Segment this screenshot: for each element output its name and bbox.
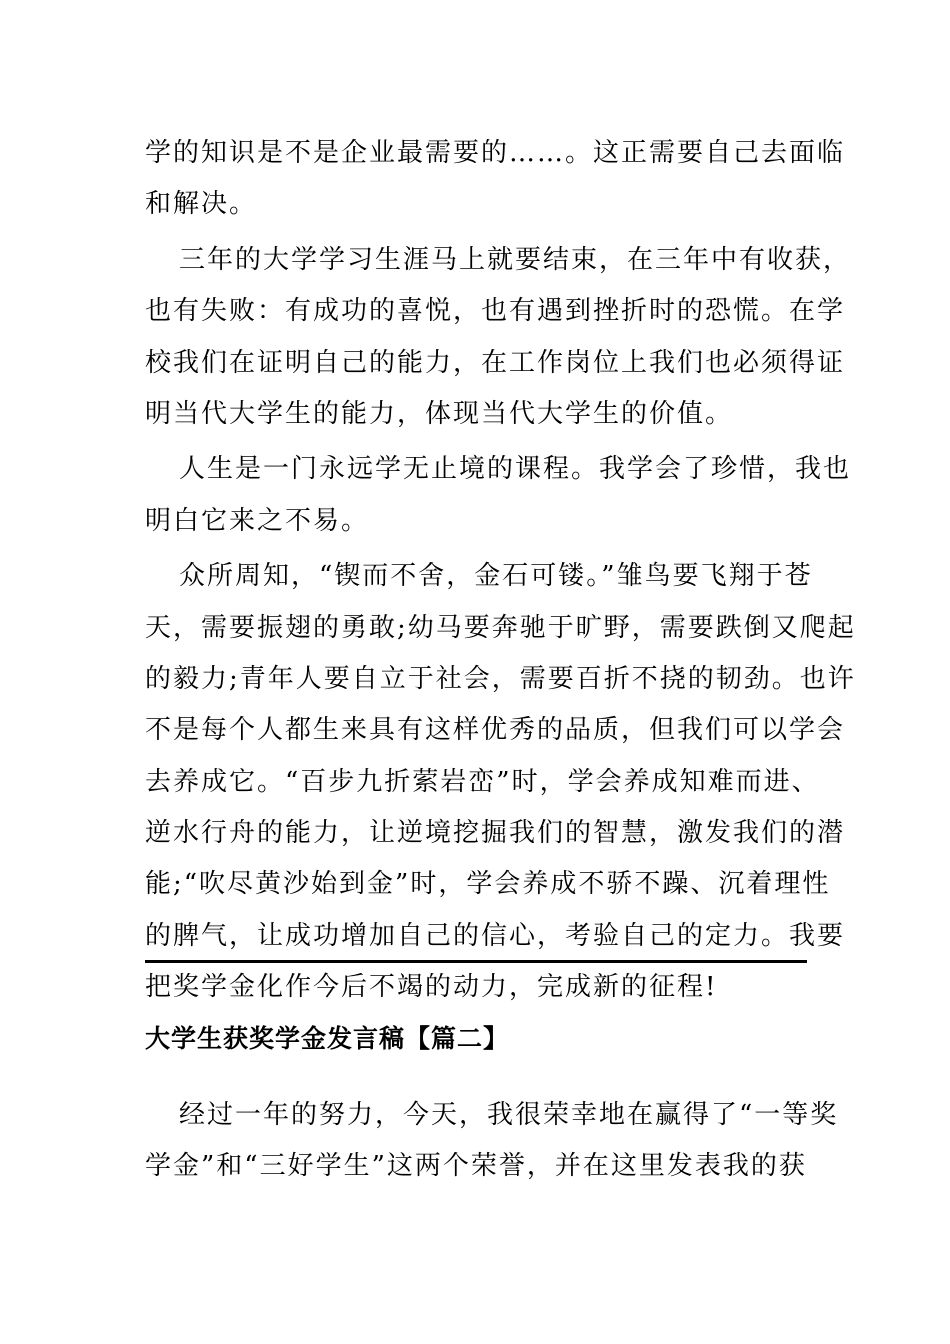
text-line: 去养成它。“百步九折萦岩峦”时，学会养成知难而进、 xyxy=(145,766,820,797)
document-body-part-2 xyxy=(145,1090,839,1193)
text-line: 众所周知，“锲而不舍，金石可镂。”雏鸟要飞翔于苍 xyxy=(179,561,813,592)
text-line: 校我们在证明自己的能力，在工作岗位上我们也必须得证 xyxy=(145,347,846,378)
text-line: 和解决。 xyxy=(145,189,258,220)
section-heading: 大学生获奖学金发言稿【篇二】 xyxy=(145,1024,510,1053)
text-line: 逆水行舟的能力，让逆境挖掘我们的智慧，激发我们的潜 xyxy=(145,818,846,849)
text-line: 也有失败：有成功的喜悦，也有遇到挫折时的恐慌。在学 xyxy=(145,296,846,327)
document-body-part-1 xyxy=(145,128,856,1014)
text-line: 不是每个人都生来具有这样优秀的品质，但我们可以学会 xyxy=(145,715,846,746)
text-line: 能;“吹尽黄沙始到金”时，学会养成不骄不躁、沉着理性 xyxy=(145,869,831,900)
text-line: 学金”和“三好学生”这两个荣誉，并在这里发表我的获 xyxy=(145,1151,807,1182)
text-line: 经过一年的努力，今天，我很荣幸地在赢得了“一等奖 xyxy=(179,1100,839,1130)
text-line: 的脾气，让成功增加自己的信心，考验自己的定力。我要 xyxy=(145,920,846,951)
text-line: 的毅力;青年人要自立于社会，需要百折不挠的韧劲。也许 xyxy=(145,663,856,694)
text-line: 明当代大学生的能力，体现当代大学生的价值。 xyxy=(145,398,734,429)
text-line: 人生是一门永远学无止境的课程。我学会了珍惜，我也 xyxy=(179,454,852,485)
text-line: 学的知识是不是企业最需要的……。这正需要自己去面临 xyxy=(145,138,846,168)
text-line: 明白它来之不易。 xyxy=(145,505,370,536)
text-line: 三年的大学学习生涯马上就要结束，在三年中有收获， xyxy=(179,244,852,275)
text-line: 把奖学金化作今后不竭的动力，完成新的征程! xyxy=(145,972,718,1003)
text-line: 天，需要振翅的勇敢;幼马要奔驰于旷野，需要跌倒又爬起 xyxy=(145,612,856,643)
section-divider xyxy=(145,960,807,963)
